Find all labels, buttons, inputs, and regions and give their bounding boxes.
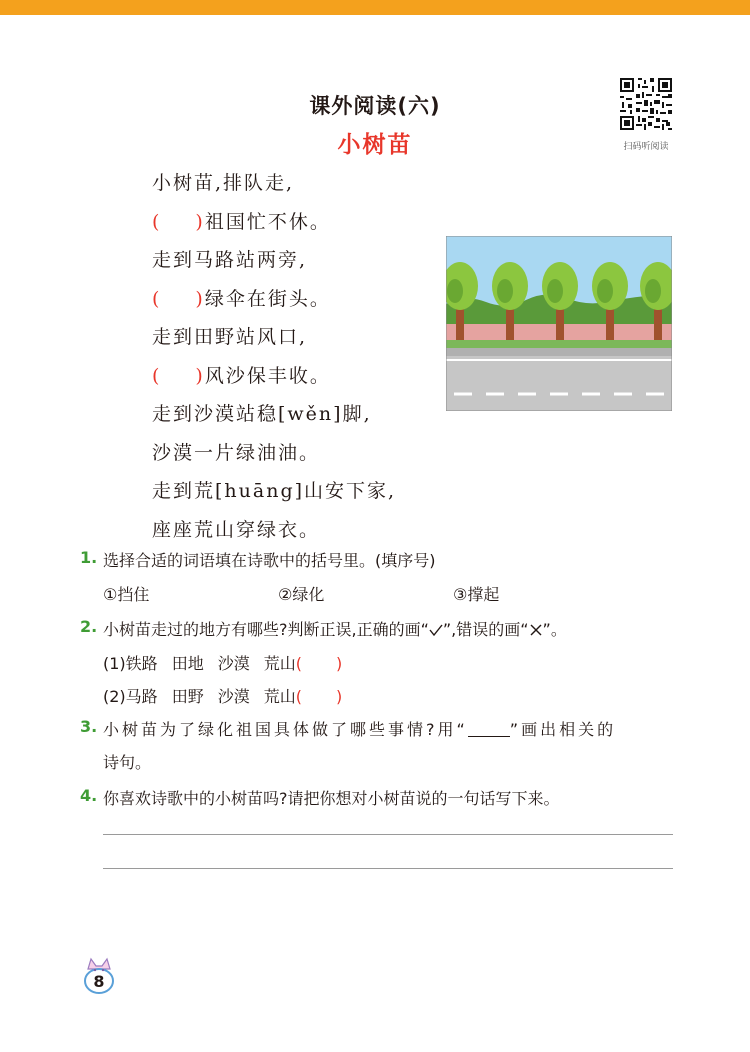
poem-title: 小树苗 [337, 132, 413, 158]
poem-line-with-blank: ( )祖国忙不休。 [152, 210, 331, 233]
top-orange-bar [0, 0, 750, 15]
option-3: ③撑起 [453, 585, 500, 604]
question-text: 你喜欢诗歌中的小树苗吗?请把你想对小树苗说的一句话写下来。 [103, 789, 560, 808]
question-number: 2. [80, 617, 98, 636]
poem-line: 座座荒山穿绿衣。 [152, 518, 321, 541]
page-title: 课外阅读(六) [309, 94, 441, 118]
poem-line: 走到马路站两旁, [152, 249, 308, 271]
question-number: 3. [80, 717, 98, 736]
poem-line: 走到沙漠站稳[wěn]脚, [152, 403, 372, 425]
poem-line: 走到荒[huāng]山安下家, [152, 480, 397, 502]
question-text: 选择合适的词语填在诗歌中的括号里。(填序号) [103, 551, 436, 570]
poem-line-with-blank: ( )绿伞在街头。 [152, 287, 331, 310]
answer-line-2[interactable] [103, 868, 673, 869]
poem-line: 走到田野站风口, [152, 326, 308, 348]
answer-blank[interactable]: ( ) [152, 210, 205, 233]
qr-caption: 扫码听阅读 [623, 142, 669, 152]
answer-blank[interactable]: ( ) [295, 654, 343, 673]
q2-item-1: (1)铁路 田地 沙漠 荒山( ) [103, 654, 343, 673]
question-text: 小树苗走过的地方有哪些?判断正误,正确的画“ ”,错误的画“ ”。 [103, 620, 567, 639]
poem-line: 小树苗,排队走, [152, 172, 295, 194]
option-2: ②绿化 [278, 585, 325, 604]
answer-blank[interactable]: ( ) [152, 364, 205, 387]
tree-road-illustration [446, 236, 672, 411]
question-number: 4. [80, 786, 98, 805]
poem-body [152, 164, 396, 549]
check-mark-icon [429, 624, 443, 636]
question-number: 1. [80, 548, 98, 567]
answer-blank[interactable]: ( ) [152, 287, 205, 310]
page-number: 8 [93, 972, 105, 991]
answer-line-1[interactable] [103, 834, 673, 835]
option-1: ①挡住 [103, 585, 150, 604]
underline-sample [468, 722, 510, 737]
question-text: 小树苗为了绿化祖国具体做了哪些事情?用“ ”画出相关的 [103, 720, 617, 739]
poem-line-with-blank: ( )风沙保丰收。 [152, 364, 331, 387]
q2-item-2: (2)马路 田野 沙漠 荒山( ) [103, 687, 343, 706]
poem-line: 沙漠一片绿油油。 [152, 441, 321, 464]
qr-code-icon[interactable] [620, 78, 672, 130]
cross-mark-icon [529, 624, 543, 636]
answer-blank[interactable]: ( ) [295, 687, 343, 706]
